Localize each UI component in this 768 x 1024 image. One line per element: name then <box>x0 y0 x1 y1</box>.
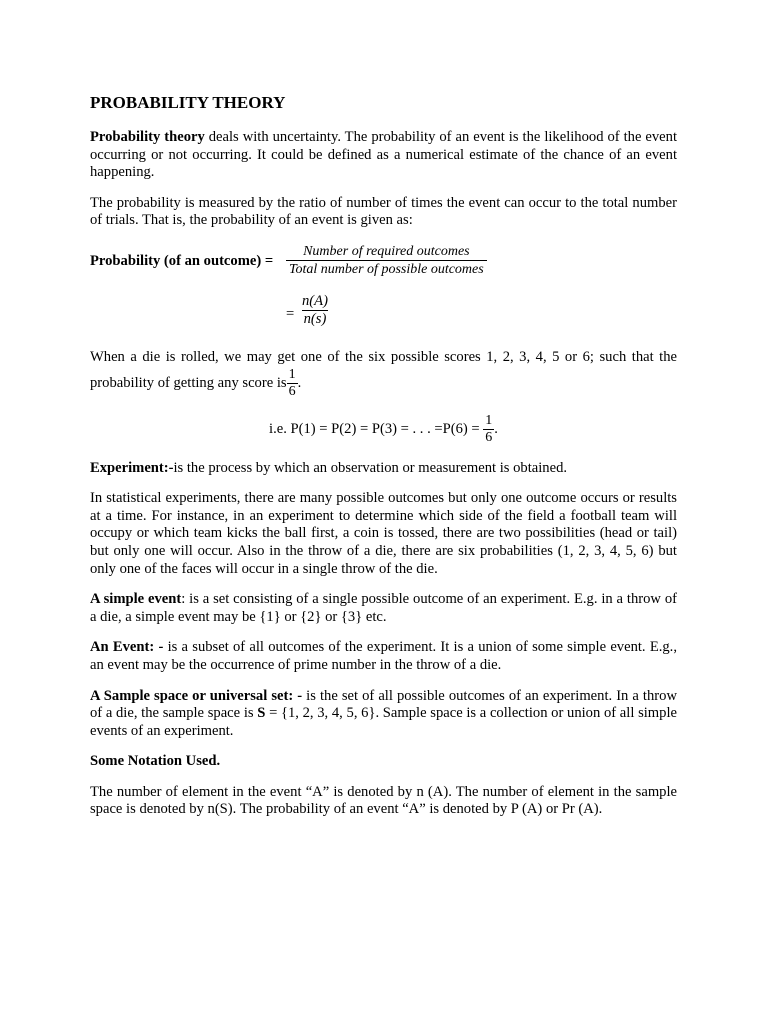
die-paragraph <box>90 349 677 400</box>
simple-event-paragraph <box>90 591 677 626</box>
sample-space-symbol: S <box>257 705 266 722</box>
page-title: PROBABILITY THEORY <box>90 93 286 112</box>
simple-event-text: : is a set consisting of a single possible outcome of an experiment. E.g. in a throw of a die, a simple event may be {1} or {2} or {3} etc. <box>90 591 677 625</box>
statistical-paragraph: In statistical experiments, there are many possible outcomes but only one outcome occurs or results at a time. For instance, in an experiment to determine which side of the field a football team will occupy or which team kicks the ball first, a coin is tossed, there are two possibilities (head or tail) but only one will occur. Also in the throw of a die, there are six probabilities (1, 2, 3, 4, 5, 6) but only one of the faces will occur in a single throw of the die. <box>90 490 677 577</box>
short-numerator: n(A) <box>302 292 328 309</box>
short-fraction <box>300 293 330 328</box>
sample-space-text-1: is the set of all possible outcomes of an experiment. In a throw of a die, the sample space is <box>90 687 677 722</box>
notation-heading <box>90 753 677 771</box>
die-fraction <box>287 367 298 400</box>
an-event-lead: An Event: - <box>90 639 164 656</box>
ie-text: i.e. P(1) = P(2) = P(3) = . . . =P(6) = <box>269 420 484 437</box>
sample-space-text-2: = {1, 2, 3, 4, 5, 6}. Sample space is a collection or union of all simple events of an experiment. <box>90 705 677 739</box>
intro-text: deals with uncertainty. The probability of an event is the likelihood of the event occurring or not occurring. It could be defined as a numerical estimate of the chance of an event happening. <box>90 129 678 181</box>
notation-heading-text: Some Notation Used. <box>90 753 221 770</box>
die-text: When a die is rolled, we may get one of the six possible scores 1, 2, 3, 4, 5 or 6; such that the probability of getting any score is <box>90 348 677 391</box>
formula-label: Probability (of an outcome) = <box>90 252 274 269</box>
formula-denominator: Total number of possible outcomes <box>286 260 487 278</box>
document-page <box>90 92 677 832</box>
experiment-text: is the process by which an observation or measurement is obtained. <box>173 459 568 476</box>
sample-space-paragraph <box>90 688 677 741</box>
die-frac-num: 1 <box>288 366 296 382</box>
an-event-text: is a subset of all outcomes of the experiment. It is a union of some simple event. E.g., an event may be the occurrence of prime number in the throw of a die. <box>90 639 677 673</box>
die-end: . <box>297 374 302 391</box>
formula-numerator: Number of required outcomes <box>303 243 470 259</box>
ie-frac-den: 6 <box>485 429 493 445</box>
sample-space-lead: A Sample space or universal set: - <box>90 687 303 704</box>
equals-sign: = <box>286 305 295 322</box>
notation-paragraph: The number of element in the event “A” is denoted by n (A). The number of element in the sample space is denoted by n(S). The probability of an event “A” is denoted by P (A) or Pr (A). <box>90 783 677 818</box>
ie-line <box>90 413 677 446</box>
formula-fraction <box>286 243 487 278</box>
ie-fraction <box>483 413 494 446</box>
ie-end: . <box>494 420 498 437</box>
experiment-lead: Experiment:- <box>90 459 174 476</box>
intro-paragraph <box>90 129 677 182</box>
simple-event-lead: A simple event <box>90 591 182 608</box>
an-event-paragraph <box>90 639 677 674</box>
short-denominator: n(s) <box>303 310 327 327</box>
probability-formula <box>90 243 677 285</box>
measure-paragraph: The probability is measured by the ratio of number of times the event can occur to the total number of trials. That is, the probability of an event is given as: <box>90 194 677 229</box>
intro-lead: Probability theory <box>90 129 205 145</box>
die-frac-den: 6 <box>288 383 296 399</box>
ie-frac-num: 1 <box>485 412 493 428</box>
probability-formula-short <box>90 293 677 337</box>
experiment-paragraph <box>90 460 677 478</box>
